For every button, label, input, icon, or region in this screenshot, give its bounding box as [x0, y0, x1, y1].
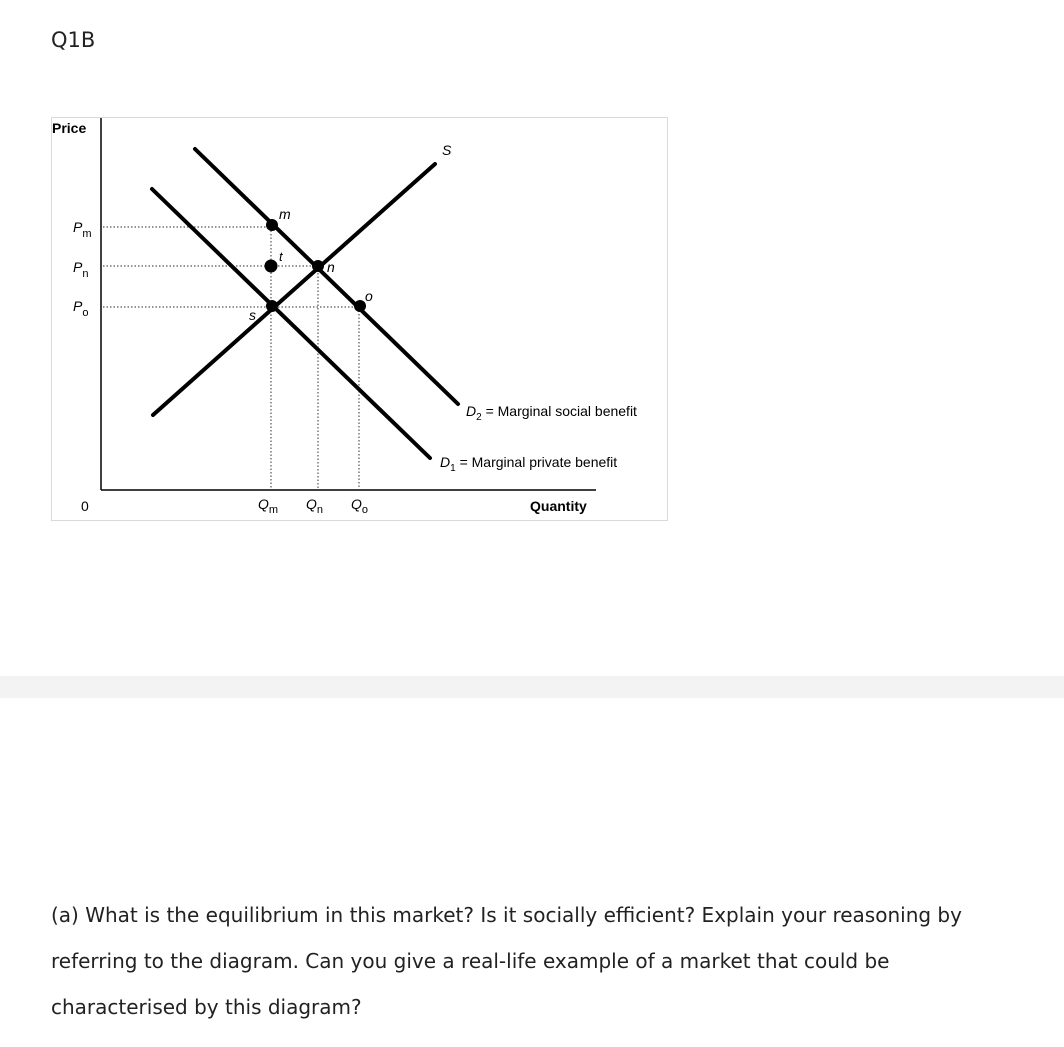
quantity-label-qn: $Q_n$ — [306, 496, 324, 516]
quantity-label-qm: $Q_m$ — [258, 496, 279, 516]
point-label-s: s — [249, 307, 256, 323]
supply-curve — [153, 164, 435, 415]
point-s — [266, 300, 278, 312]
price-label-po: $P_o$ — [73, 298, 89, 319]
d1-marginal-private-benefit-curve — [152, 189, 430, 458]
section-divider — [0, 676, 1064, 698]
price-label-pn: $P_n$ — [73, 259, 89, 280]
point-label-n: n — [327, 259, 335, 275]
question-text: (a) What is the equilibrium in this market? Is it socially efficient? Explain your reasoning by referring to the diagram. Can you give a real-life example of a market that could be characterised by this diagram? — [51, 903, 962, 1019]
price-label-pm: $P_m$ — [73, 219, 92, 240]
point-label-o: o — [365, 288, 373, 304]
d1-curve-label: $D_1$ = Marginal private benefit — [440, 454, 618, 474]
question-number: Q1B — [51, 28, 96, 52]
point-t — [265, 260, 278, 273]
point-m — [266, 219, 278, 231]
supply-label: S — [442, 142, 452, 158]
x-axis-label: Quantity — [530, 498, 587, 514]
quantity-label-qo: $Q_o$ — [351, 496, 369, 516]
point-label-m: m — [279, 206, 291, 222]
point-n — [312, 260, 324, 272]
point-label-t: t — [279, 249, 283, 264]
origin-label: 0 — [81, 498, 89, 514]
d2-marginal-social-benefit-curve — [195, 149, 458, 404]
d2-curve-label: $D_2$ = Marginal social benefit — [466, 403, 637, 423]
y-axis-label: Price — [52, 120, 87, 136]
